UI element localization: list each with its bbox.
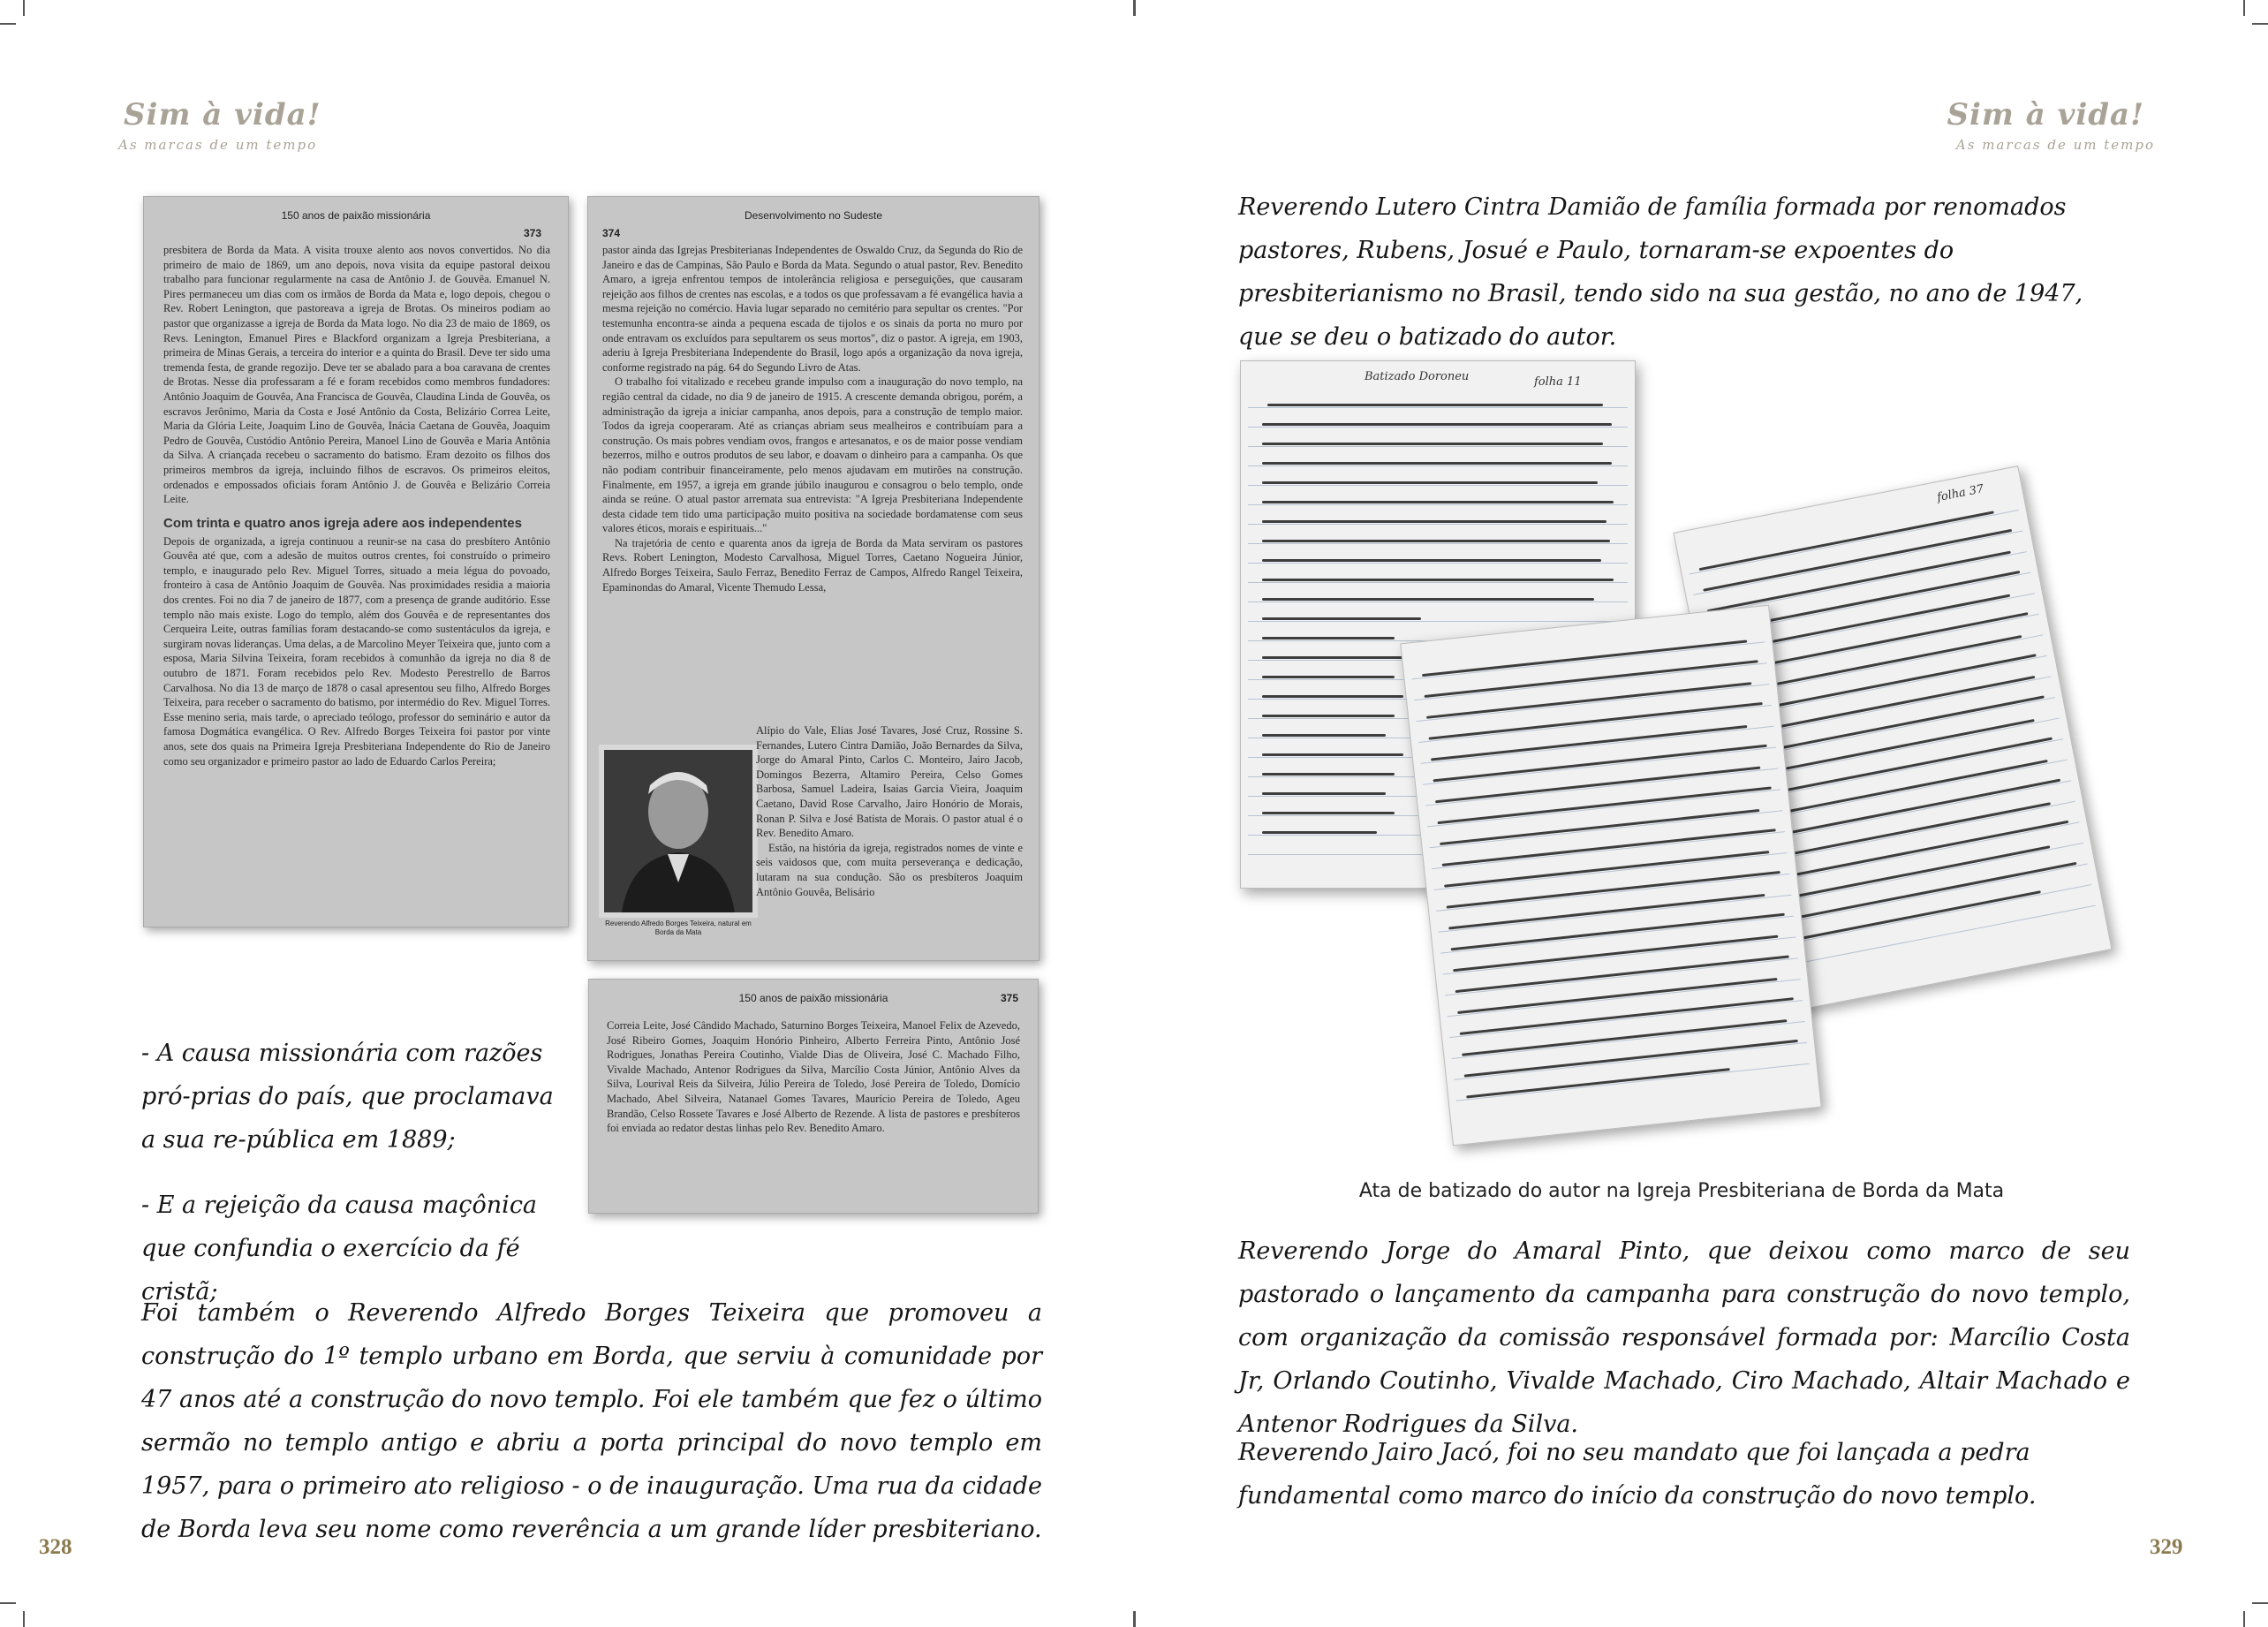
portrait-photo (599, 745, 758, 918)
running-header-title: Sim à vida! (124, 97, 321, 132)
crop-mark (23, 1611, 25, 1627)
scan-running-head: 150 anos de paixão missionária (281, 209, 431, 222)
crop-mark (2243, 1611, 2245, 1627)
page-number: 329 (2150, 1535, 2183, 1559)
book-scan-page-374 (587, 196, 1040, 961)
crop-mark (1133, 1611, 1135, 1627)
body-paragraph: Reverendo Jairo Jacó, foi no seu mandato que foi lançada a pedra fundamental como marco do início da construção do novo templo. (1238, 1439, 2037, 1510)
scan-paragraph: presbitera de Borda da Mata. A visita trouxe alento aos novos convertidos. No dia primeiro de maio de 1869, um ano depois, nova visita da equipe pastoral deixou trabalho para funcionar regularmente na casa de Antônio J. de Gouvêa. Emanuel N. Pires permaneceu um dias com os irmãos de Borda da Mata e, logo depois, chegou o Rev. Robert Lenington, que pastoreava a igreja de Brotas. Os mineiros podiam ao pastor que organizasse a igreja de Borda da Mata logo. No dia 23 de maio de 1869, os Revs. Lenington, Emanuel Pires e Blackford organizam a Igreja Presbiteriana, a primeira de Minas Gerais, a terceira do interior e a quinta do Brasil. Deve ter sido uma tremenda festa, de grande regozijo. Deve ter se abalado para a boa caravana de crentes de Brotas. Nesse dia professaram a fé e foram recebidos como membros fundadores: Antônio Joaquim de Gouvêa, Ana Francisca de Gouvêa, Claudina Linda de Gouvêa, os escravos Jerônimo, Maria da Costa e José Antônio da Costa, Belizário Correa Leite, Maria da Glória Leite, Joaquim Lino de Gouvêa, Inácia Caetana de Gouvêa, Joaquim Pedro de Gouvêa, Custódio Antônio Pereira, Manoel Lino de Gouvêa e Maria Antônia da Silva. A criançada recebeu o sacramento do batismo. Eram dezoito os filhos dos primeiros membros da igreja, incluindo filhos de escravos. Os primeiros eleitos, ordenados e empossados oficiais foram Antônio J. de Gouvêa e Belizário Correia Leite. (163, 244, 550, 506)
scan-page-number: 373 (523, 227, 541, 239)
crop-mark (0, 23, 16, 25)
right-page (1134, 0, 2268, 1627)
scan-page-number: 375 (1000, 992, 1018, 1004)
scan-text: Correia Leite, José Cândido Machado, Saturnino Borges Teixeira, Manoel Felix de Azevedo, José Ribeiro Gomes, Joaquim Honório Pinheiro, Alberto Ferreira Pinto, Antônio José Rodrigues, Jonathas Pereira Coutinho, Vialde Dias de Oliveira, José C. Machado Filho, Vivalde Machado, Antenor Rodrigues da Silva, Marcílio Costa Júnior, Antônio Alves da Silva, Lourival Reis da Silveira, Júlio Pereira de Toledo, José Pereira de Toledo, Domício Machado, Abel Silveira, Natanael Gomes Tavares, Maurício Pereira de Toledo, Ageu Brandão, Celso Rossete Tavares e José Alberto de Rezende. A lista de pastores e presbíteros foi enviada ao redator destas linhas pelo Rev. Benedito Amaro. (607, 1019, 1020, 1135)
running-header-title: Sim à vida! (1947, 97, 2144, 132)
book-scan-page-373 (143, 196, 569, 927)
list-item: - E a rejeição da causa maçônica que confundia o exercício da fé cristã; (141, 1192, 538, 1305)
page-number: 328 (39, 1535, 72, 1559)
crop-mark (23, 0, 25, 16)
scan-paragraph: Estão, na história da igreja, registrados nomes de vinte e seis vaidosos que, com muita perseverança e dedicação, lutaram na sua condução. São os presbíteros Joaquim Antônio Gouvêa, Belisário (756, 841, 1023, 898)
scan-text (602, 243, 1023, 594)
scan-subheading: Com trinta e quatro anos igreja adere aos independentes (163, 515, 522, 531)
running-header-subtitle: As marcas de um tempo (1955, 137, 2155, 153)
scan-paragraph: Depois de organizada, a igreja continuou a reunir-se na casa do presbítero Antônio Gouvêa até que, com a adesão de muitos outros crentes, foi construído o primeiro templo, e inaugurado pelo Rev. Miguel Torres, situado a meia légua do povoado, fronteiro à casa de Antônio Joaquim de Gouvêa. Nas proximidades residia a maioria dos crentes. Foi no dia 7 de janeiro de 1877, com a presença de grande auditório. Esse templo não mais existe. Logo do templo, além dos Gouvêa e de representantes dos Cerqueira Leite, outras famílias foram destacando-se como sustentáculos da igreja, e surgiram novas lideranças. Uma delas, a de Marcolino Meyer Teixeira que, junto com a esposa, Maria Silvina Teixeira, foram recebidos à comunhão da igreja no dia 8 de outubro de 1871. Foram recebidos pelo Rev. Modesto Perestrello de Barros Carvalhosa. No dia 13 de março de 1878 o casal apresentou seu filho, Alfredo Borges Teixeira, para receber o sacramento do batismo, por intermédio do Rev. Miguel Torres. Esse menino seria, mais tarde, o apreciado teólogo, professor do seminário e autor da famosa Dogmática evangélica. O Rev. Alfredo Borges Teixeira foi pastor por vinte anos, sete dos quais na Primeira Igreja Presbiteriana Independente do Rio de Janeiro como seu organizador e primeiro pastor ao lado de Eduardo Carlos Pereira; (163, 534, 550, 768)
manuscript-page-2 (1400, 605, 1821, 1146)
manuscript-folio: folha 11 (1534, 375, 1582, 389)
scan-running-head: 150 anos de paixão missionária (738, 992, 888, 1004)
crop-mark (1133, 0, 1135, 16)
figure-caption: Ata de batizado do autor na Igreja Presbiteriana de Borda da Mata (1358, 1180, 2005, 1202)
crop-mark (2252, 1602, 2268, 1604)
crop-mark (2243, 0, 2245, 16)
crop-mark (2252, 23, 2268, 25)
scan-paragraph: pastor ainda das Igrejas Presbiterianas Independentes de Oswaldo Cruz, da Segunda do Rio de Janeiro e das de Campinas, São Paulo e Borda da Mata. Segundo o atual pastor, Rev. Benedito Amaro, a igreja enfrentou tempos de intolerância religiosa e perseguições, que causaram rejeição aos filhos de crentes nas escolas, e a todos os que professavam a fé evangélica havia a mesma rejeição no comércio. Havia lugar separado no cemitério para sepultar os crentes. "Por testemunha encontra-se ainda a pequena escada de tijolos e os sinais da porta no muro por onde entravam os excluídos para sepultarem os seus mortos", diz o pastor. A igreja, em 1903, aderiu à Igreja Presbiteriana Independente do Brasil, logo após a organização da nova igreja, conforme registrado na pág. 64 do Segundo Livro de Atas. (602, 244, 1023, 374)
scan-text (163, 243, 550, 768)
scan-paragraph: Alípio do Vale, Elias José Tavares, José Cruz, Rossine S. Fernandes, Lutero Cintra Damião, João Bernardes da Silva, Jorge do Amaral Pinto, Carlos C. Monteiro, Jairo Jacob, Domingos Bezerra, Altamiro Pereira, Celso Gomes Barbosa, Samuel Ladeira, Isaias Garcia Vieira, Joaquim Caetano, David Rose Carvalho, Jairo Honório de Morais, Ronan P. Silva e José Batista de Morais. O pastor atual é o Rev. Benedito Amaro. (756, 724, 1023, 840)
manuscript-folio: folha 37 (1935, 482, 1985, 505)
body-paragraph: Reverendo Jorge do Amaral Pinto, que deixou como marco de seu pastorado o lançamento da campanha para construção do novo templo, com organização da comissão responsável formada por: Marcílio Costa Jr, Orlando Coutinho, Vivalde Machado, Ciro Machado, Altair Machado e Antenor Rodrigues da Silva. (1238, 1237, 2130, 1438)
scan-paragraph: Na trajetória de cento e quarenta anos da igreja de Borda da Mata serviram os pastores Revs. Robert Lenington, Modesto Carvalhosa, Miguel Torres, Caetano Nogueira Júnior, Alfredo Borges Teixeira, Saulo Ferraz, Benedito Ferraz de Campos, Alfredo Rangel Teixeira, Epaminondas do Amaral, Vicente Themudo Lessa, (602, 536, 1023, 594)
body-paragraph: Reverendo Lutero Cintra Damião de família formada por renomados pastores, Rubens, Josué e Paulo, tornaram-se expoentes do presbiterianismo no Brasil, tendo sido na sua gestão, no ano de 1947, que se deu o batizado do autor. (1238, 193, 2083, 351)
portrait-image (604, 750, 752, 912)
scan-paragraph: O trabalho foi vitalizado e recebeu grande impulso com a inauguração do novo templo, na região central da cidade, no dia 9 de janeiro de 1915. A crescente demanda obrigou, porém, a administração da igreja a iniciar campanha, anos depois, para a construção de templo maior. Todos da igreja cooperaram. Até as crianças abriam seus mealheiros e contribuíam para a construção. Os mais pobres vendiam ovos, frangos e artesanatos, e os de maior posse vendiam bezerros, milho e outros produtos de seu labor, e doavam o dinheiro para a campanha. Os que não podiam contribuir financeiramente, pelo menos ajudavam em mutirões na construção. Finalmente, em 1957, a igreja em grande júbilo inaugurou e consagrou o belo templo, onde ainda se reúne. O atual pastor arremata sua entrevista: "A Igreja Presbiteriana Independente desta cidade tem tido uma participação muito positiva na sociedade bordamatense com seus valores éticos, morais e espirituais..." (602, 375, 1023, 535)
scan-text (756, 723, 1023, 899)
scan-page-number: 374 (602, 227, 621, 239)
portrait-caption: Reverendo Alfredo Borges Teixeira, natural em Borda da Mata (605, 919, 752, 936)
crop-mark (0, 1602, 16, 1604)
list-item: - A causa missionária com razões pró-prias do país, que proclamava a sua re-pública em 1889; (141, 1040, 554, 1154)
running-header-subtitle: As marcas de um tempo (118, 137, 318, 153)
book-scan-page-375 (588, 979, 1039, 1214)
body-paragraph: Foi também o Reverendo Alfredo Borges Teixeira que promoveu a construção do 1º templo urbano em Borda, que serviu à comunidade por 47 anos até a construção do novo templo. Foi ele também que fez o último sermão no templo antigo e abriu a porta principal do novo templo em 1957, para o primeiro ato religioso - o de inauguração. Uma rua da cidade de Borda leva seu nome como reverência a um grande líder presbiteriano. (141, 1299, 1042, 1543)
scan-running-head: Desenvolvimento no Sudeste (744, 209, 883, 222)
manuscript-heading: Batizado Doroneu (1365, 370, 1470, 383)
